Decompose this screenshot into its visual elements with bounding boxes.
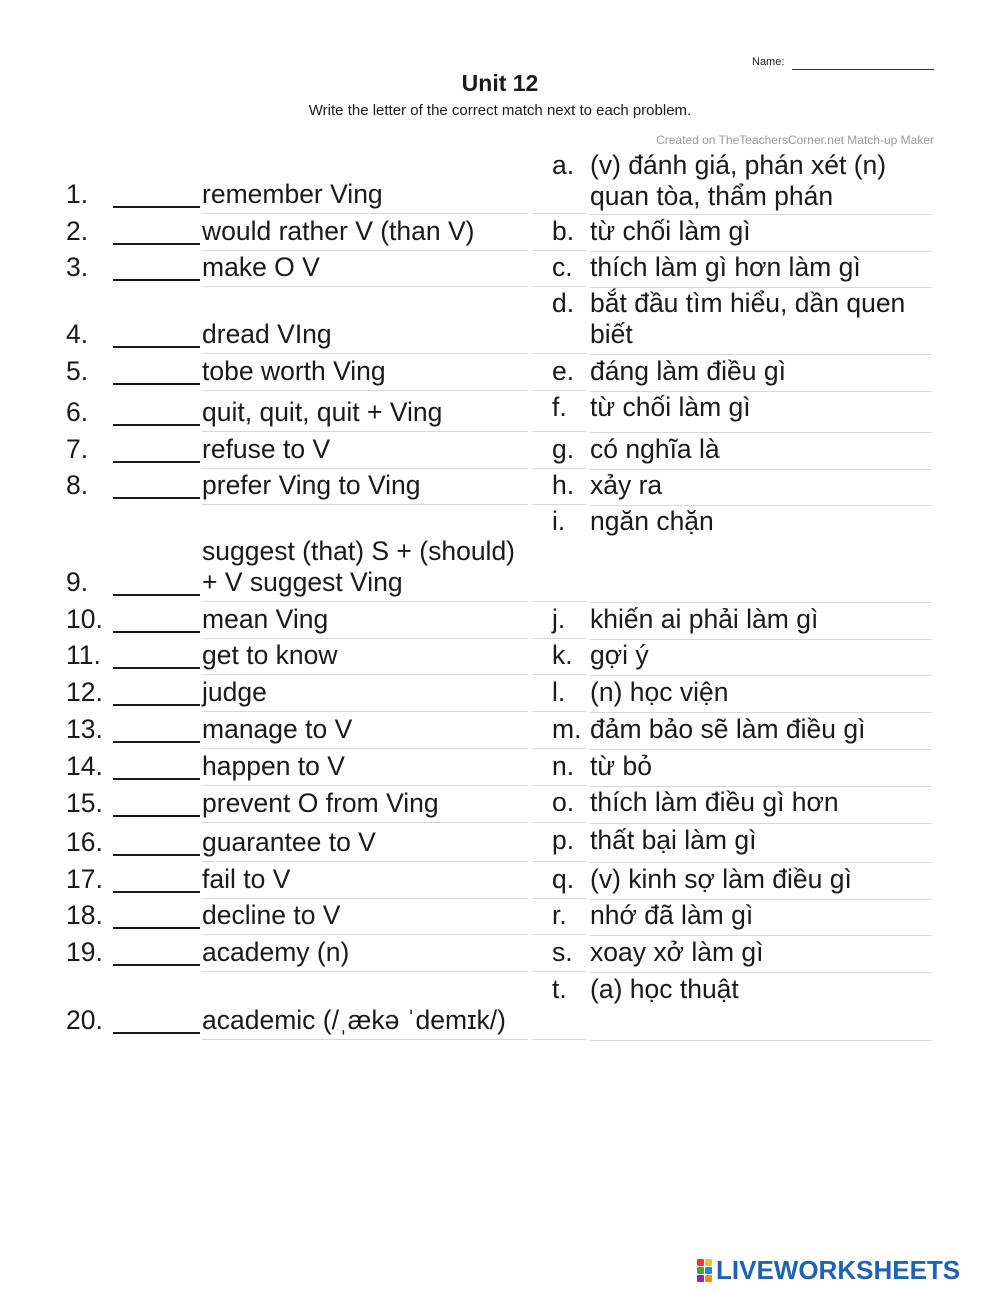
row-divider [202, 933, 528, 935]
row-divider [202, 212, 528, 214]
match-letter: l. [552, 677, 566, 707]
row-divider [532, 673, 586, 675]
answer-blank[interactable] [113, 963, 200, 966]
row-divider [532, 212, 586, 214]
answer-blank[interactable] [113, 926, 200, 929]
problem-term: judge [202, 677, 267, 707]
match-letter: a. [552, 150, 575, 180]
problem-term: prefer Ving to Ving [202, 470, 421, 500]
match-definition: ngăn chặn [590, 506, 714, 536]
row-divider [202, 249, 528, 251]
match-row [0, 604, 1000, 639]
logo-tile [697, 1259, 704, 1266]
row-divider [202, 821, 528, 823]
problem-number: 15. [66, 788, 103, 818]
problem-number: 19. [66, 937, 103, 967]
row-divider [202, 673, 528, 675]
match-letter: t. [552, 974, 567, 1004]
match-letter: i. [552, 506, 566, 536]
match-row [0, 787, 1000, 823]
answer-blank[interactable] [113, 205, 200, 208]
row-divider [532, 933, 586, 935]
problem-number: 10. [66, 604, 103, 634]
match-definition: có nghĩa là [590, 434, 720, 464]
row-divider [532, 600, 586, 602]
row-divider [202, 600, 528, 602]
match-row [0, 506, 1000, 602]
match-definition: khiến ai phải làm gì [590, 604, 819, 634]
match-row [0, 356, 1000, 391]
match-letter: s. [552, 937, 573, 967]
answer-blank[interactable] [113, 1031, 200, 1034]
match-letter: e. [552, 356, 575, 386]
problem-number: 2. [66, 216, 89, 246]
answer-blank[interactable] [113, 853, 200, 856]
match-row [0, 392, 1000, 432]
match-row [0, 714, 1000, 749]
answer-blank[interactable] [113, 890, 200, 893]
match-letter: d. [552, 288, 575, 318]
credit-text: Created on TheTeachersCorner.net Match-up Maker [656, 133, 934, 147]
match-definition: gợi ý [590, 640, 649, 670]
logo-tile [705, 1275, 712, 1282]
match-letter: b. [552, 216, 575, 246]
problem-number: 12. [66, 677, 103, 707]
row-divider [202, 389, 528, 391]
match-letter: k. [552, 640, 573, 670]
problem-number: 9. [66, 567, 89, 597]
problem-number: 13. [66, 714, 103, 744]
problem-term: guarantee to V [202, 827, 376, 857]
problem-term: happen to V [202, 751, 345, 781]
match-definition: xoay xở làm gì [590, 937, 764, 967]
match-row [0, 434, 1000, 469]
problem-term: dread VIng [202, 319, 332, 349]
answer-blank[interactable] [113, 593, 200, 596]
match-definition: (v) đánh giá, phán xét (n) quan tòa, thẩm phán [590, 150, 887, 211]
match-row [0, 252, 1000, 287]
match-row [0, 825, 1000, 862]
match-letter: f. [552, 392, 567, 422]
row-divider [532, 637, 586, 639]
answer-blank[interactable] [113, 630, 200, 633]
problem-number: 11. [66, 640, 101, 670]
problem-term: manage to V [202, 714, 353, 744]
row-divider [532, 249, 586, 251]
problem-term: decline to V [202, 900, 341, 930]
problem-term: academic (/ˌækə ˈdemɪk/) [202, 1005, 506, 1035]
problem-term: refuse to V [202, 434, 331, 464]
logo-tile [697, 1267, 704, 1274]
match-definition: bắt đầu tìm hiểu, dần quen biết [590, 288, 906, 349]
row-divider [532, 467, 586, 469]
row-divider [532, 747, 586, 749]
match-row [0, 216, 1000, 251]
match-definition: từ bỏ [590, 751, 652, 781]
answer-blank[interactable] [113, 703, 200, 706]
liveworksheets-logo [697, 1255, 960, 1285]
row-divider [202, 467, 528, 469]
answer-blank[interactable] [113, 382, 200, 385]
row-divider [202, 1038, 528, 1040]
match-letter: g. [552, 434, 575, 464]
match-definition: (v) kinh sợ làm điều gì [590, 864, 852, 894]
answer-blank[interactable] [113, 423, 200, 426]
match-letter: h. [552, 470, 575, 500]
logo-tile [697, 1275, 704, 1282]
match-letter: o. [552, 787, 575, 817]
match-row [0, 974, 1000, 1040]
row-divider [532, 710, 586, 712]
match-letter: p. [552, 825, 575, 855]
problem-term: prevent O from Ving [202, 788, 439, 818]
instructions: Write the letter of the correct match next to each problem. [308, 102, 692, 119]
match-letter: r. [552, 900, 567, 930]
row-divider [532, 285, 586, 287]
answer-blank[interactable] [113, 460, 200, 463]
row-divider [202, 352, 528, 354]
logo-icon [697, 1259, 712, 1282]
match-definition: (n) học viện [590, 677, 729, 707]
match-row [0, 288, 1000, 354]
match-letter: j. [552, 604, 566, 634]
answer-blank[interactable] [113, 345, 200, 348]
match-definition: thất bại làm gì [590, 825, 757, 855]
row-divider [532, 430, 586, 432]
match-row [0, 470, 1000, 505]
match-row [0, 640, 1000, 675]
problem-term: would rather V (than V) [202, 216, 475, 246]
problem-number: 6. [66, 397, 89, 427]
problem-number: 16. [66, 827, 103, 857]
answer-blank[interactable] [113, 740, 200, 743]
row-divider [532, 352, 586, 354]
row-divider [202, 285, 528, 287]
problem-term: suggest (that) S + (should) + V suggest Ving [202, 536, 516, 597]
row-divider [532, 1038, 586, 1040]
row-divider [202, 784, 528, 786]
problem-number: 17. [66, 864, 103, 894]
problem-term: tobe worth Ving [202, 356, 386, 386]
logo-tile [705, 1267, 712, 1274]
row-divider [202, 637, 528, 639]
row-divider [202, 747, 528, 749]
row-divider [532, 970, 586, 972]
match-definition: từ chối làm gì [590, 392, 751, 422]
match-letter: c. [552, 252, 573, 282]
problem-number: 7. [66, 434, 89, 464]
problem-term: get to know [202, 640, 338, 670]
match-row [0, 864, 1000, 899]
name-label: Name: [752, 56, 785, 68]
answer-blank[interactable] [113, 814, 200, 817]
answer-blank[interactable] [113, 666, 200, 669]
problem-number: 5. [66, 356, 89, 386]
problem-number: 3. [66, 252, 89, 282]
row-divider [532, 860, 586, 862]
problem-term: fail to V [202, 864, 291, 894]
match-definition: (a) học thuật [590, 974, 739, 1004]
match-letter: n. [552, 751, 575, 781]
problem-number: 8. [66, 470, 89, 500]
row-divider [202, 897, 528, 899]
match-definition: thích làm điều gì hơn [590, 787, 839, 817]
worksheet-title: Unit 12 [461, 70, 539, 96]
row-divider [202, 430, 528, 432]
match-definition: xảy ra [590, 470, 663, 500]
match-letter: q. [552, 864, 575, 894]
match-row [0, 900, 1000, 935]
match-letter: m. [552, 714, 582, 744]
row-divider [532, 897, 586, 899]
row-divider [532, 503, 586, 505]
answer-blank[interactable] [113, 777, 200, 780]
row-divider [532, 821, 586, 823]
match-definition: đảm bảo sẽ làm điều gì [590, 714, 866, 744]
problem-number: 14. [66, 751, 103, 781]
problem-term: mean Ving [202, 604, 329, 634]
row-divider [202, 970, 528, 972]
row-divider [202, 503, 528, 505]
match-row [0, 751, 1000, 786]
match-definition: đáng làm điều gì [590, 356, 786, 386]
answer-blank[interactable] [113, 278, 200, 281]
problem-term: quit, quit, quit + Ving [202, 397, 443, 427]
match-definition: thích làm gì hơn làm gì [590, 252, 861, 282]
problem-term: make O V [202, 252, 320, 282]
row-divider [532, 389, 586, 391]
match-row [0, 677, 1000, 712]
logo-text: LIVEWORKSHEETS [716, 1254, 961, 1285]
match-row [0, 937, 1000, 972]
problem-term: remember Ving [202, 179, 383, 209]
problem-term: academy (n) [202, 937, 350, 967]
problem-number: 4. [66, 319, 89, 349]
row-divider [532, 784, 586, 786]
logo-tile [705, 1259, 712, 1266]
match-definition: từ chối làm gì [590, 216, 751, 246]
match-row [0, 150, 1000, 214]
row-divider [202, 860, 528, 862]
answer-blank[interactable] [113, 242, 200, 245]
answer-blank[interactable] [113, 496, 200, 499]
match-definition: nhớ đã làm gì [590, 900, 754, 930]
row-divider [202, 710, 528, 712]
problem-number: 20. [66, 1005, 103, 1035]
problem-number: 18. [66, 900, 103, 930]
problem-number: 1. [66, 179, 89, 209]
